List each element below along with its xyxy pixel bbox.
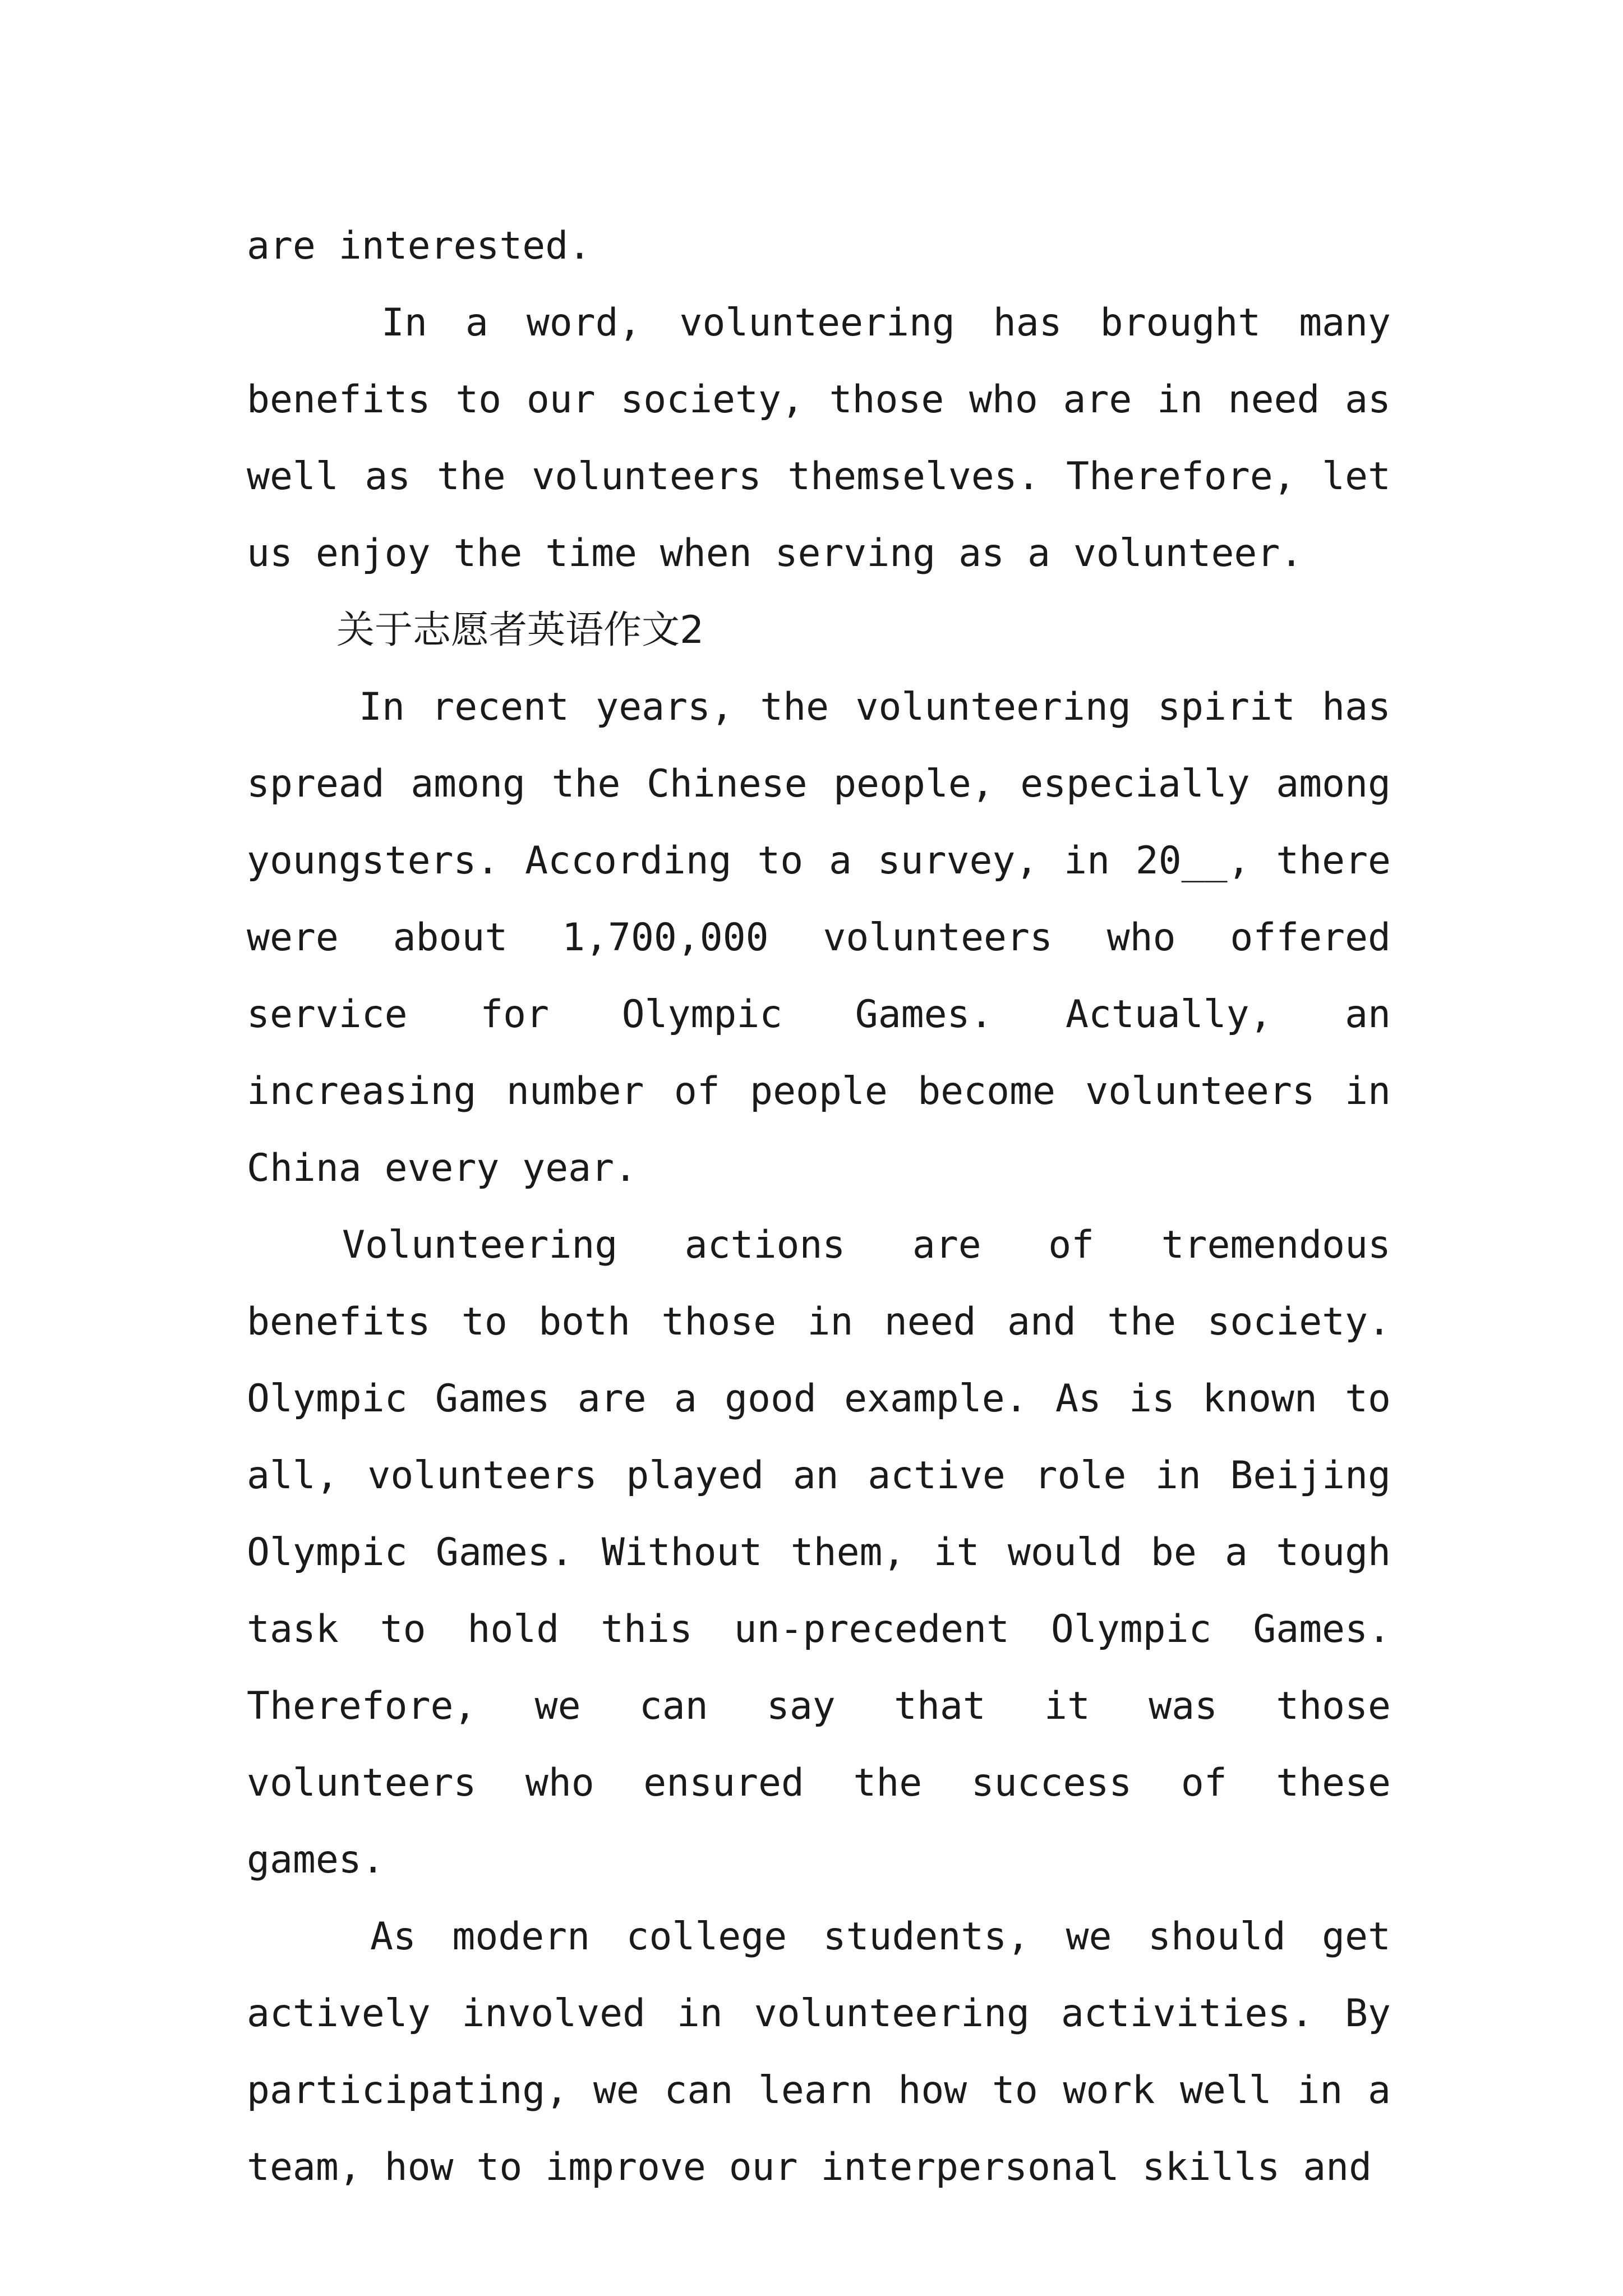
paragraph-students: As modern college students, we should get actively involved in volunteering activities. By participating, we can learn how to work well in a team, how to improve our interpersonal skills and — [247, 1915, 1391, 2189]
paragraph-intro: In recent years, the volunteering spirit has spread among the Chinese people, especially among youngsters. According to a survey, in 20__, there were about 1,700,000 volunteers who offered service for Olympic Games. Actually, an increasing number of people become volunteers in China every year. — [247, 685, 1391, 1190]
paragraph-benefits: Volunteering actions are of tremendous benefits to both those in need and the society. Olympic Games are a good example. As is known to all, volunteers played an active role in Beijing Olympic Games. Without them, it would be a tough task to hold this un-precedent Olympic Games. Therefore, we can say that it was those volunteers who ensured the success of these games. — [247, 1223, 1391, 1882]
essay-heading: 关于志愿者英语作文2 — [336, 608, 704, 652]
paragraph-conclusion: In a word, volunteering has brought many benefits to our society, those who are in need as well as the volunteers themselves. Therefore, let us enjoy the time when serving as a volunteer. — [247, 301, 1391, 576]
document-body — [247, 208, 1391, 2206]
paragraph-continuation: are interested. — [247, 224, 592, 268]
